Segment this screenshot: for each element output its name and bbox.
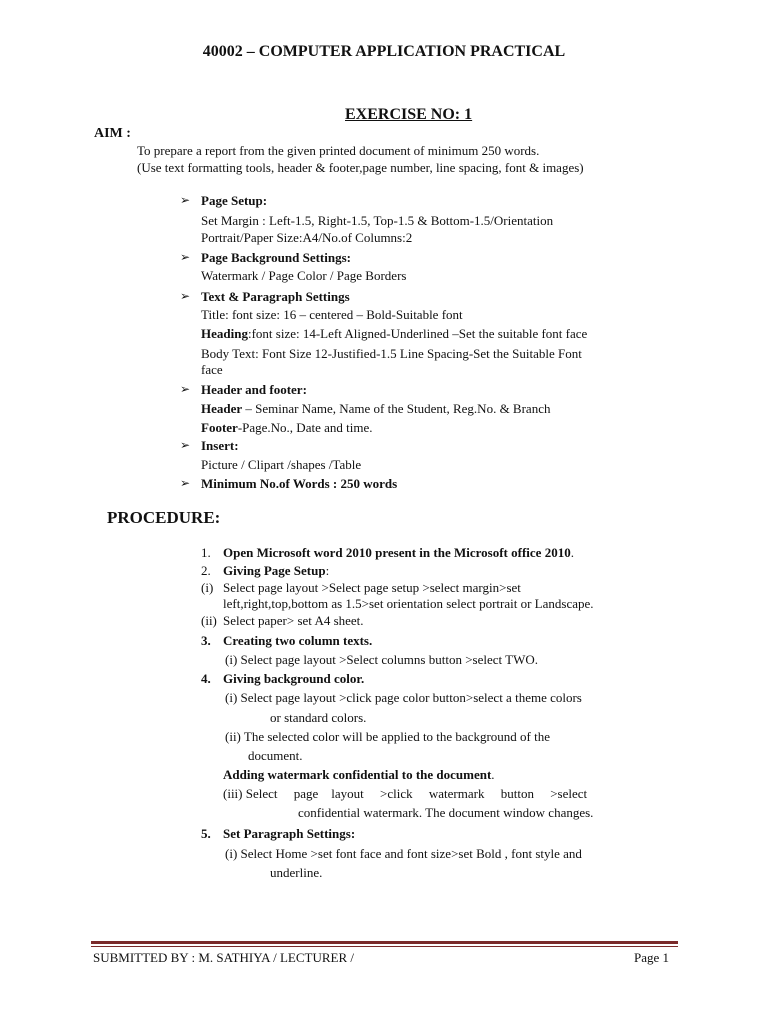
- insert-title: Insert:: [201, 438, 239, 453]
- header-label: Header: [201, 401, 243, 416]
- background-title: Page Background Settings:: [201, 250, 351, 265]
- step-2-ii-number: (ii): [201, 613, 217, 628]
- arrow-bullet-icon: ➢: [180, 289, 191, 303]
- aim-line-1: To prepare a report from the given printed document of minimum 250 words.: [137, 143, 540, 158]
- header-footer-title: Header and footer:: [201, 382, 307, 397]
- step-1-number: 1.: [201, 545, 211, 560]
- text-para-body-line-2: face: [201, 362, 223, 377]
- arrow-bullet-icon: ➢: [180, 382, 191, 396]
- step-4-iii-line-2: confidential watermark. The document window changes.: [298, 805, 594, 820]
- insert-line-1: Picture / Clipart /shapes /Table: [201, 457, 362, 472]
- heading-spec-text: :font size: 14-Left Aligned-Underlined –Set the suitable font face: [247, 326, 588, 341]
- step-4-i-line-1: (i) Select page layout >click page color button>select a theme colors: [225, 690, 582, 705]
- step-2-i-line-2: left,right,top,bottom as 1.5>set orientation select portrait or Landscape.: [223, 596, 594, 611]
- step-3-number: 3.: [201, 633, 211, 648]
- page-setup-title: Page Setup:: [201, 193, 268, 208]
- step-3-text: Creating two column texts.: [223, 633, 373, 648]
- footer-rule-thin: [91, 946, 678, 947]
- arrow-bullet-icon: ➢: [180, 476, 191, 490]
- step-1: [223, 545, 574, 561]
- watermark-title-end: .: [491, 767, 495, 782]
- step-3-i: (i) Select page layout >Select columns button >select TWO.: [225, 652, 538, 667]
- step-5-i-line-1: (i) Select Home >set font face and font size>set Bold , font style and: [225, 846, 582, 861]
- page-setup-line-1: Set Margin : Left-1.5, Right-1.5, Top-1.5 & Bottom-1.5/Orientation: [201, 213, 554, 228]
- aim-line-2: (Use text formatting tools, header & footer,page number, line spacing, font & images): [137, 160, 584, 175]
- aim-label: AIM :: [94, 126, 131, 141]
- heading-label: Heading: [201, 326, 248, 341]
- text-para-title-spec: Title: font size: 16 – centered – Bold-Suitable font: [201, 307, 463, 322]
- step-5-i-line-2: underline.: [270, 865, 323, 880]
- step-5-text: Set Paragraph Settings:: [223, 826, 356, 841]
- step-2-ii-text: Select paper> set A4 sheet.: [223, 613, 364, 628]
- footer-rule-thick: [91, 941, 678, 944]
- step-2-text: Giving Page Setup: [223, 563, 326, 578]
- watermark-subheading: [223, 767, 495, 783]
- step-4-iii-line-1: (iii) Select page layout >click watermark button >select: [223, 786, 588, 801]
- step-2-i-number: (i): [201, 580, 214, 595]
- procedure-heading: PROCEDURE:: [107, 508, 221, 527]
- header-spec-text: – Seminar Name, Name of the Student, Reg.No. & Branch: [242, 401, 551, 416]
- min-words-title: Minimum No.of Words : 250 words: [201, 476, 398, 491]
- footer-submitted-by: SUBMITTED BY : M. SATHIYA / LECTURER /: [93, 950, 354, 965]
- arrow-bullet-icon: ➢: [180, 250, 191, 264]
- step-5-number: 5.: [201, 826, 211, 841]
- step-2-number: 2.: [201, 563, 211, 578]
- step-4-text: Giving background color.: [223, 671, 365, 686]
- arrow-bullet-icon: ➢: [180, 438, 191, 452]
- footer-page-number: Page 1: [634, 950, 670, 965]
- step-1-end: .: [570, 545, 574, 560]
- step-4-number: 4.: [201, 671, 211, 686]
- step-2-end: :: [325, 563, 330, 578]
- footer-spec-text: -Page.No., Date and time.: [237, 420, 373, 435]
- text-para-title: Text & Paragraph Settings: [201, 289, 350, 304]
- page-setup-line-2: Portrait/Paper Size:A4/No.of Columns:2: [201, 230, 413, 245]
- exercise-title: EXERCISE NO: 1: [345, 106, 473, 123]
- step-1-text: Open Microsoft word 2010 present in the Microsoft office 2010: [223, 545, 571, 560]
- header-spec: [201, 401, 550, 417]
- background-line-1: Watermark / Page Color / Page Borders: [201, 268, 407, 283]
- step-4-ii-line-1: (ii) The selected color will be applied to the background of the: [225, 729, 551, 744]
- step-4-ii-line-2: document.: [248, 748, 303, 763]
- watermark-title: Adding watermark confidential to the document: [223, 767, 492, 782]
- footer-spec: [201, 420, 372, 436]
- step-4-i-line-2: or standard colors.: [270, 710, 367, 725]
- course-title: 40002 – COMPUTER APPLICATION PRACTICAL: [202, 43, 566, 60]
- step-2: [223, 563, 329, 579]
- footer-label: Footer: [201, 420, 238, 435]
- text-para-heading-spec: [201, 326, 587, 342]
- step-2-i-line-1: Select page layout >Select page setup >select margin>set: [223, 580, 521, 595]
- arrow-bullet-icon: ➢: [180, 193, 191, 207]
- text-para-body-line-1: Body Text: Font Size 12-Justified-1.5 Line Spacing-Set the Suitable Font: [201, 346, 582, 361]
